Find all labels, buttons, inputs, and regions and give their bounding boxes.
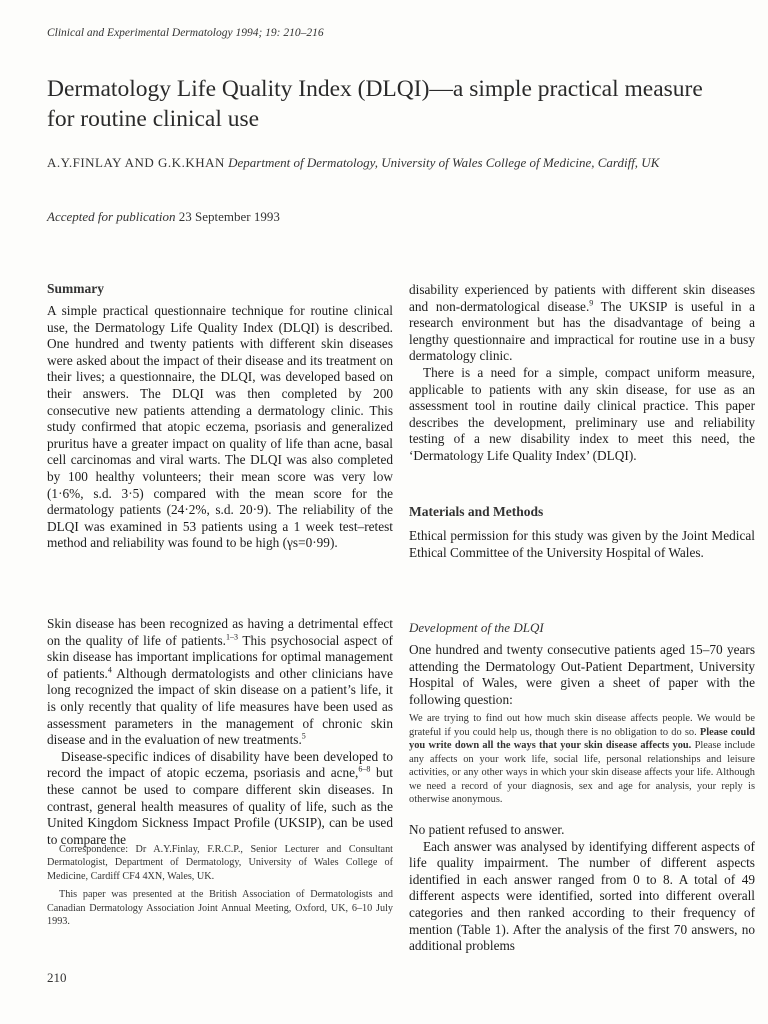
accepted-date: 23 September 1993 bbox=[178, 209, 280, 224]
ethics-statement bbox=[409, 528, 755, 561]
citation-ref: 5 bbox=[301, 731, 306, 741]
development-text: One hundred and twenty consecutive patients aged 15–70 years attending the Dermatology Out-Patient Department, University Hospital of Wales, were given a sheet of paper with the following question: bbox=[409, 642, 755, 707]
citation-ref: 1–3 bbox=[225, 632, 238, 642]
intro-paragraph-1 bbox=[47, 616, 393, 749]
author-affiliation: Department of Dermatology, University of Wales College of Medicine, Cardiff, UK bbox=[228, 155, 660, 170]
author-names: A.Y.FINLAY AND G.K.KHAN bbox=[47, 155, 225, 170]
question-text-a: We are trying to find out how much skin disease affects people. We would be grateful if you could help us, though there is no obligation to do so. bbox=[409, 713, 755, 738]
presentation-note: This paper was presented at the British Association of Dermatologists and Canadian Dermatology Association Joint Annual Meeting, Oxford, UK, 6–10 July 1993. bbox=[47, 889, 393, 928]
footnotes bbox=[47, 843, 393, 933]
citation-ref: 9 bbox=[589, 298, 594, 308]
intro-p2-text-a: Disease-specific indices of disability have been developed to record the impact of atopic eczema, psoriasis and acne, bbox=[47, 748, 393, 781]
analysis-text: Each answer was analysed by identifying different aspects of life quality impairment. The number of different aspects identified in each answer ranged from 0 to 8. A total of 49 different aspects were identified, sorted into different overall categories and then ranked according to their frequency of mention (Table 1). After the analysis of the first 70 answers, no additional problems bbox=[409, 838, 755, 954]
analysis-section bbox=[409, 822, 755, 955]
question-text-b: Please include any affects on your work life, social life, personal relationships and leisure activities, or any other ways in which your skin disease affects your life. Although we need a record of your diagnosis, sex and age for analysis, your reply is otherwise anonymous. bbox=[409, 740, 756, 805]
right-paragraph-2: There is a need for a simple, compact uniform measure, applicable to patients with any skin disease, for use as an assessment tool in routine daily clinical practice. This paper describes the development, preliminary use and reliability testing of a new disability index to meet this need, the ‘Dermatology Life Quality Index’ (DLQI). bbox=[409, 364, 755, 463]
intro-p1-text-b: This psychosocial aspect of skin disease has important implications for optimal management of patients. bbox=[47, 632, 393, 681]
article-title: Dermatology Life Quality Index (DLQI)—a simple practical measure for routine clinical use bbox=[47, 76, 703, 132]
correspondence-note: Correspondence: Dr A.Y.Finlay, F.R.C.P., Senior Lecturer and Consultant Dermatologist, Department of Dermatology, University of Wales College of Medicine, Cardiff CF4 4XN, Wales, UK. bbox=[47, 844, 393, 882]
journal-citation: 1994; 19: 210–216 bbox=[235, 27, 324, 39]
development-paragraph bbox=[409, 642, 755, 708]
question-text-bold: Please could you write down all the ways that your skin disease affects you. bbox=[409, 726, 755, 751]
methods-heading: Materials and Methods bbox=[409, 504, 544, 519]
intro-p1-text-a: Skin disease has been recognized as having a detrimental effect on the quality of life of patients. bbox=[47, 616, 393, 648]
summary-heading: Summary bbox=[47, 281, 104, 296]
question-block bbox=[409, 712, 755, 807]
journal-header bbox=[47, 27, 324, 39]
author-line bbox=[47, 154, 747, 172]
citation-ref: 4 bbox=[107, 665, 112, 675]
refused-text: No patient refused to answer. bbox=[409, 822, 565, 837]
development-heading: Development of the DLQI bbox=[409, 620, 544, 635]
citation-ref: 6–8 bbox=[358, 764, 371, 774]
summary-section bbox=[47, 303, 393, 552]
right-paragraph-1 bbox=[409, 282, 755, 365]
intro-p1-text-c: Although dermatologists and other clinicians have long recognized the impact of skin disease on a patient’s life, it is only recently that quality of life measures have been used as assessment parameters in the management of chronic skin disease and in the evaluation of new treatments. bbox=[47, 665, 393, 748]
intro-paragraph-2 bbox=[47, 749, 393, 849]
accepted-line bbox=[47, 209, 280, 225]
journal-name: Clinical and Experimental Dermatology bbox=[47, 27, 233, 39]
right-p1-text-a: disability experienced by patients with different skin diseases and non-dermatological disease. bbox=[409, 282, 755, 314]
introduction-section bbox=[47, 616, 393, 848]
page-number: 210 bbox=[47, 970, 67, 985]
right-p1-text-b: The UKSIP is useful in a research environment but has the disadvantage of being a lengthy questionnaire and impractical for routine use in a busy dermatology clinic. bbox=[409, 298, 755, 364]
accepted-label: Accepted for publication bbox=[47, 209, 176, 224]
intro-p2-text-b: but these cannot be used to compare different skin diseases. In contrast, general health measures of quality of life, such as the United Kingdom Sickness Impact Profile (UKSIP), can be used to compare the bbox=[47, 765, 393, 847]
ethics-text: Ethical permission for this study was given by the Joint Medical Ethical Committee of the University Hospital of Wales. bbox=[409, 528, 755, 560]
introduction-continued bbox=[409, 282, 755, 465]
summary-text: A simple practical questionnaire technique for routine clinical use, the Dermatology Life Quality Index (DLQI) is described. One hundred and twenty patients with different skin diseases were asked about the impact of their disease and its treatment on their lives; a questionnaire, the DLQI, was developed based on their answers. The DLQI was then completed by 200 consecutive new patients attending a dermatology clinic. This study confirmed that atopic eczema, psoriasis and generalized pruritus have a greater impact on quality of life than acne, basal cell carcinomas and viral warts. The DLQI was also completed by 100 healthy volunteers; their mean score was very low (1·6%, s.d. 3·5) compared with the mean score for the dermatology patients (24·2%, s.d. 20·9). The reliability of the DLQI was examined in 53 patients using a 1 week test–retest method and reliability was found to be high (γs=0·99). bbox=[47, 303, 393, 551]
